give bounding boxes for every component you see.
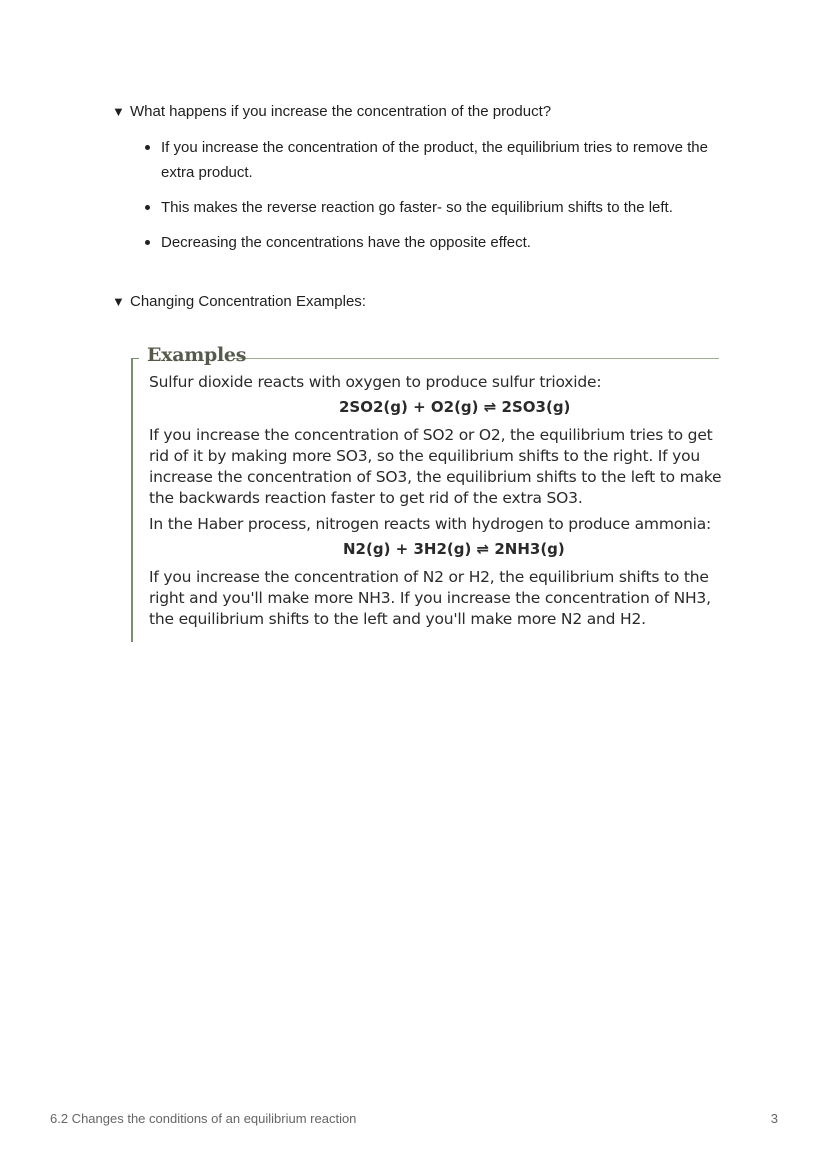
footer-title: 6.2 Changes the conditions of an equilibrium reaction [50, 1111, 357, 1126]
page-number: 3 [770, 1111, 778, 1126]
triangle-down-icon[interactable]: ▼ [112, 104, 125, 119]
bullet-icon [145, 240, 150, 245]
triangle-down-icon[interactable]: ▼ [112, 294, 125, 309]
example-text-line: right and you'll make more NH3. If you increase the concentration of NH3, [149, 589, 711, 607]
bullet-icon [145, 205, 150, 210]
bullet-icon [145, 145, 150, 150]
equation-text: 2SO2(g) + O2(g) ⇌ 2SO3(g) [339, 398, 571, 416]
example-intro: In the Haber process, nitrogen reacts with hydrogen to produce ammonia: [149, 515, 712, 533]
title-rule [233, 358, 719, 359]
list-item: This makes the reverse reaction go faster- so the equilibrium shifts to the left. [143, 195, 723, 220]
example-text-line: increase the concentration of SO3, the equilibrium shifts to the left to make [149, 468, 722, 486]
toggle-label: What happens if you increase the concentration of the product? [130, 103, 552, 120]
example-text-line: the equilibrium shifts to the left and you'll make more N2 and H2. [149, 610, 646, 628]
list-item: Decreasing the concentrations have the opposite effect. [143, 230, 723, 255]
example-text-line: the backwards reaction faster to get rid of the extra SO3. [149, 489, 583, 507]
example-intro: Sulfur dioxide reacts with oxygen to produce sulfur trioxide: [149, 373, 602, 391]
equation-text: N2(g) + 3H2(g) ⇌ 2NH3(g) [343, 540, 565, 558]
equation-nh3 [343, 540, 565, 558]
list-item: If you increase the concentration of the product, the equilibrium tries to remove the extra product. [143, 135, 723, 185]
toggle-heading-examples[interactable] [112, 292, 366, 312]
example-text-line: If you increase the concentration of SO2 or O2, the equilibrium tries to get [149, 426, 713, 444]
toggle-label: Changing Concentration Examples: [130, 293, 366, 310]
figure-border [131, 358, 139, 359]
examples-figure [131, 336, 727, 646]
figure-border [131, 358, 133, 642]
equation-so3 [339, 398, 570, 416]
example-text-line: rid of it by making more SO3, so the equilibrium shifts to the right. If you [149, 447, 701, 465]
example-text-line: If you increase the concentration of N2 or H2, the equilibrium shifts to the [149, 568, 709, 586]
bullet-list [143, 135, 723, 265]
examples-title: Examples [147, 344, 247, 366]
toggle-heading-product[interactable] [112, 102, 551, 122]
